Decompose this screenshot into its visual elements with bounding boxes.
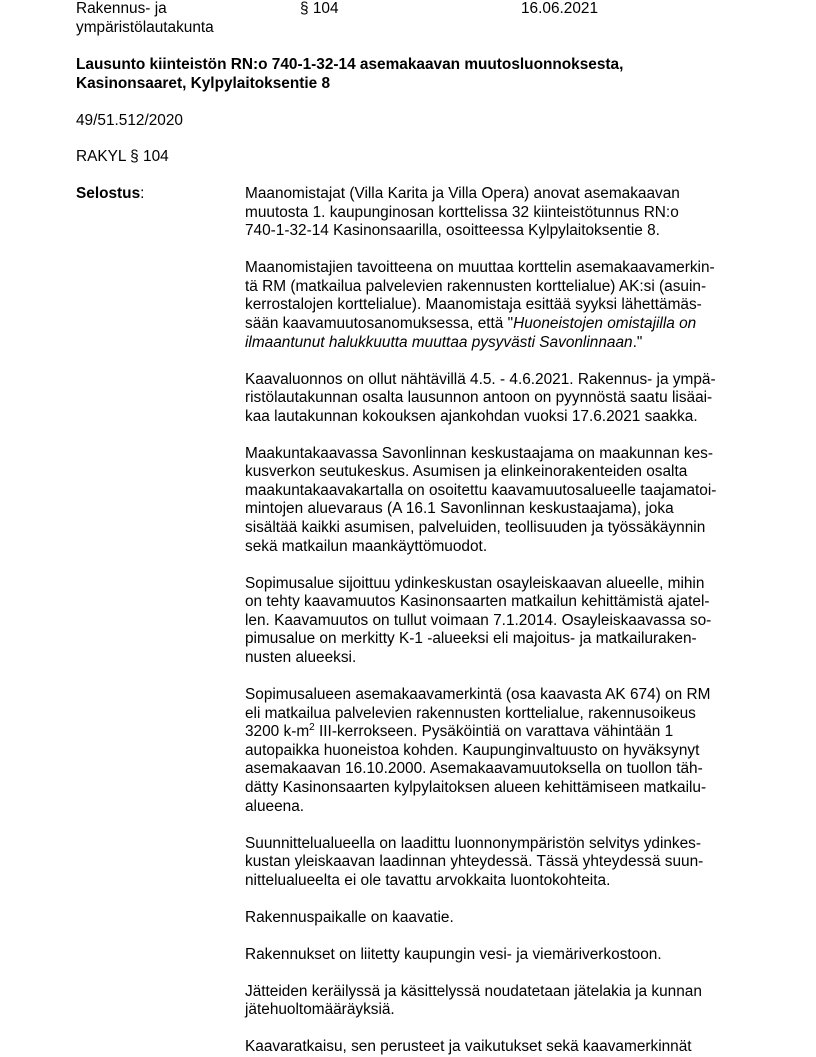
line: III-kerrokseen. Pysäköintiä on varattava vähintään 1 [314, 723, 674, 741]
line: alueena. [245, 797, 305, 815]
line: muutosta 1. kaupunginosan korttelissa 32 kiinteistötunnus RN:o [245, 203, 679, 221]
line: kaa lautakunnan kokouksen ajankohdan vuoksi 17.6.2021 saakka. [245, 407, 698, 425]
paragraph-5 [245, 575, 745, 668]
paragraph-6 [245, 686, 745, 816]
line: asemakaavan 16.10.2000. Asemakaavamuutoksella on tuollon täh- [245, 760, 703, 778]
superscript: 2 [309, 722, 315, 734]
committee-name-line2: ympäristölautakunta [76, 18, 214, 36]
line: Sopimusalue sijoittuu ydinkeskustan osayleiskaavan alueelle, mihin [245, 574, 705, 592]
line: ristölautakunnan osalta lausunnon antoon on pyynnöstä saatu lisäai- [245, 389, 713, 407]
line: nusten alueeksi. [245, 649, 357, 667]
diary-number: 49/51.512/2020 [76, 112, 183, 129]
selostus-label-colon: : [140, 185, 145, 202]
committee-name [76, 0, 246, 37]
paragraph-1 [245, 185, 745, 241]
line: Jätteiden keräilyssä ja käsittelyssä noudatetaan jätelakia ja kunnan [245, 982, 702, 1000]
line: eli matkailua palvelevien rakennusten korttelialue, rakennusoikeus [245, 704, 696, 722]
selostus-label [76, 185, 144, 204]
paragraph-8 [245, 909, 745, 928]
line: Sopimusalueen asemakaavamerkintä (osa kaavasta AK 674) on RM [245, 686, 711, 704]
line: mintojen aluevaraus (A 16.1 Savonlinnan keskustaajama), joka [245, 500, 674, 518]
line: autopaikka huoneistoa kohden. Kaupunginvaltuusto on hyväksynyt [245, 741, 700, 759]
paragraph-11 [245, 1038, 745, 1057]
line: Maanomistajien tavoitteena on muuttaa korttelin asemakaavamerkin- [245, 259, 715, 277]
line: sään kaavamuutosanomuksessa, että " [245, 314, 514, 332]
line: Maakuntakaavassa Savonlinnan keskustaajama on maakunnan kes- [245, 444, 713, 462]
line: sisältää kaikki asumisen, palveluiden, teollisuuden ja työssäkäynnin [245, 519, 706, 537]
line: kustan yleiskaavan laadinnan yhteydessä. Tässä yhteydessä suun- [245, 853, 704, 871]
line: 740-1-32-14 Kasinonsaarilla, osoitteessa Kylpylaitoksentie 8. [245, 222, 660, 240]
document-title [76, 56, 776, 93]
selostus-label-text: Selostus [76, 185, 141, 202]
line: maakuntakaavakartalla on osoitettu kaavamuutosalueelle taajamatoi- [245, 481, 717, 499]
line: dätty Kasinonsaarten kylpylaitoksen alueen kehittämiseen matkailu- [245, 778, 707, 796]
quote-italic: Huoneistojen omistajilla on [513, 314, 697, 332]
rakyl-reference: RAKYL § 104 [76, 148, 169, 165]
document-title-line2: Kasinonsaaret, Kylpylaitoksentie 8 [76, 74, 331, 92]
paragraph-7 [245, 835, 745, 891]
line: kerrostalojen korttelialue). Maanomistaja esittää syyksi lähettämäs- [245, 296, 702, 314]
committee-name-line1: Rakennus- ja [76, 0, 167, 17]
line: len. Kaavamuutos on tullut voimaan 7.1.2014. Osayleiskaavassa so- [245, 611, 712, 629]
line: Suunnittelualueella on laadittu luonnonympäristön selvitys ydinkes- [245, 834, 702, 852]
line: tä RM (matkailua palvelevien rakennusten korttelialue) AK:si (asuin- [245, 277, 707, 295]
paragraph-3 [245, 371, 745, 427]
line: pimusalue on merkitty K-1 -alueeksi eli majoitus- ja matkailuraken- [245, 630, 697, 648]
line: Kaavaratkaisu, sen perusteet ja vaikutukset sekä kaavamerkinnät [245, 1038, 692, 1056]
line: Kaavaluonnos on ollut nähtävillä 4.5. - 4.6.2021. Rakennus- ja ympä- [245, 370, 716, 388]
line: kusverkon seutukeskus. Asumisen ja elinkeinorakenteiden osalta [245, 463, 688, 481]
line: on tehty kaavamuutos Kasinonsaarten matkailun kehittämistä ajatel- [245, 593, 710, 611]
paragraph-9 [245, 946, 745, 965]
line: sekä matkailun maankäyttömuodot. [245, 537, 488, 555]
line: Rakennuspaikalle on kaavatie. [245, 908, 454, 926]
paragraph-10 [245, 983, 745, 1020]
quote-italic: ilmaantunut halukkuutta muuttaa pysyvästi Savonlinnaan [245, 333, 633, 351]
line: Maanomistajat (Villa Karita ja Villa Opera) anovat asemakaavan [245, 185, 680, 202]
selostus-body [245, 185, 745, 1057]
document-title-line1: Lausunto kiinteistön RN:o 740-1-32-14 asemakaavan muutosluonnoksesta, [76, 56, 624, 73]
meeting-date: 16.06.2021 [521, 0, 599, 17]
line: ." [632, 333, 643, 351]
line: jätehuoltomääräyksiä. [245, 1001, 395, 1019]
line: Rakennukset on liitetty kaupungin vesi- ja viemäriverkostoon. [245, 945, 662, 963]
line: 3200 k-m [245, 723, 310, 741]
section-number: § 104 [300, 0, 339, 17]
paragraph-4 [245, 445, 745, 557]
paragraph-2 [245, 259, 745, 352]
line: nittelualueelta ei ole tavattu arvokkaita luontokohteita. [245, 871, 611, 889]
